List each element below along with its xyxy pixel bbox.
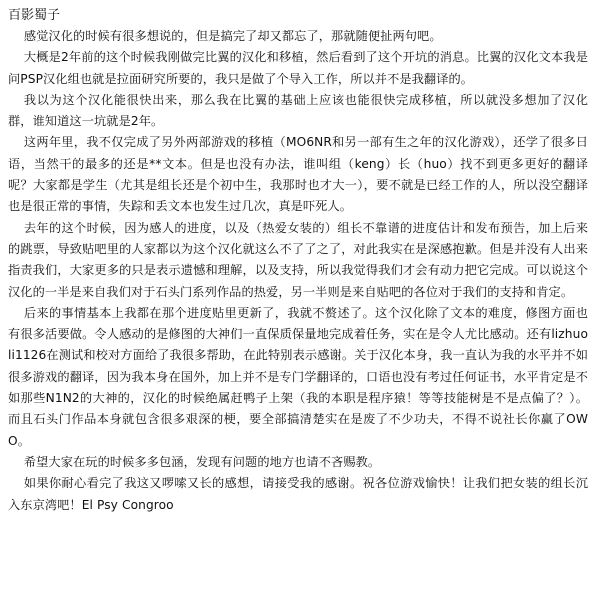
paragraph-feedback: 希望大家在玩的时候多多包涵，发现有问题的地方也请不吝赐教。 bbox=[23, 454, 381, 469]
author-name: 百影蜀子 bbox=[8, 8, 61, 23]
paragraph-intro: 感觉汉化的时候有很多想说的，但是搞完了却又都忘了，那就随便扯两句吧。 bbox=[23, 29, 442, 43]
paragraph-closing: 如果你耐心看完了我这又啰嗦又长的感想，请接受我的感谢。祝各位游戏愉快！让我们把女装的组长沉入东京湾吧！El Psy Congroo bbox=[8, 476, 588, 512]
paragraph-thanks: 后来的事情基本上我都在那个进度贴里更新了，我就不赘述了。这个汉化除了文本的难度，修图方面也有很多活要做。令人感动的是修图的大神们一直保质保量地完成着任务，实在是令人尤比感动。还有lizhuoli1126在测试和校对方面给了我很多帮助，在此特别表示感谢。关于汉化本身，我一直认为我的水平并不如很多游戏的翻译，因为我本身在国外，加上并不是专门学翻译的，口语也没有考过任何证书，水平肯定是不如那些N1N2的大神的，汉化的时候绝属赶鸭子上架（我的本职是程序猿！等等技能树是不是点偏了？）。而且石头门作品本身就包含很多艰深的梗，要全部搞清楚实在是废了不少功夫，不得不说社长你赢了OWO。 bbox=[8, 305, 588, 448]
paragraph-background: 大概是2年前的这个时候我刚做完比翼的汉化和移植，然后看到了这个开坑的消息。比翼的汉化文本我是问PSP汉化组也就是拉面研究所要的，我只是做了个导入工作，所以并不是我翻译的。 bbox=[8, 50, 588, 86]
paragraph-joining: 我以为这个汉化能很快出来，那么我在比翼的基础上应该也能很快完成移植，所以就没多想加了汉化群，谁知道这一坑就是2年。 bbox=[8, 92, 588, 129]
paragraph-last-year: 去年的这个时候，因为感人的进度，以及（热爱女装的）组长不靠谱的进度估计和发布预告，加上后来的跳票，导致贴吧里的人家都以为这个汉化就这么不了了之了，对此我实在是深感抱歉。但是并没有人出来指责我们，大家更多的只是表示遗憾和理解，以及支持，所以我觉得我们才会有动力把它完成。可以说这个汉化的一半是来自我们对于石头门系列作品的热爱，另一半则是来自贴吧的各位对于我们的支持和肯定。 bbox=[8, 220, 588, 299]
paragraph-two-years: 这两年里，我不仅完成了另外两部游戏的移植（MO6NR和另一部有生之年的汉化游戏），还学了很多日语，当然干的最多的还是**文本。但是也没有办法，谁叫组（keng）长（huo）找不到更多更好的翻译呢？大家都是学生（尤其是组长还是个初中生，我那时也才大一），要不就是已经工作的人，所以没空翻译也是很正常的事情，失踪和丢文本也发生过几次，真是吓死人。 bbox=[8, 135, 588, 214]
